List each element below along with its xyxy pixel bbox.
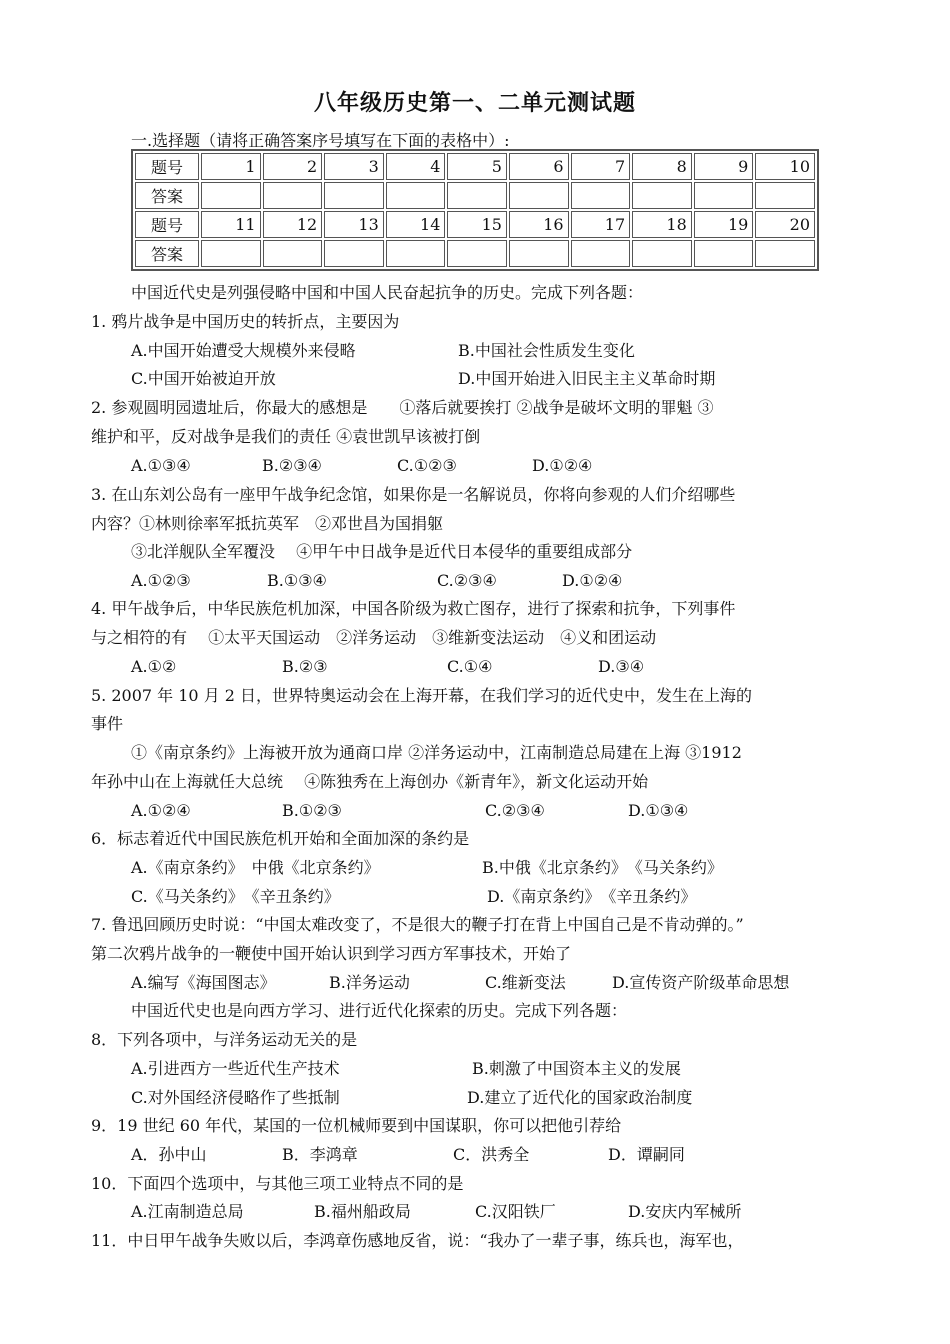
question-number: 10 [755,153,815,180]
answer-cell[interactable] [201,240,261,267]
question-stem: 事件 [91,714,124,733]
question-number: 20 [755,211,815,238]
question-stem: 年孙中山在上海就任大总统 ④陈独秀在上海创办《新青年》，新文化运动开始 [91,772,649,791]
question-stem: 内容？①林则徐率军抵抗英军 ②邓世昌为国捐躯 [91,514,444,533]
option-item: B.②③④ [262,456,322,475]
option-item: C.维新变法 [485,973,566,992]
option-item: A.引进西方一些近代生产技术 [131,1059,340,1078]
option-item: B.②③ [282,657,328,676]
question-number: 3 [324,153,384,180]
row-label: 答案 [135,240,199,267]
question-stem: 6．标志着近代中国民族危机开始和全面加深的条约是 [91,829,470,848]
option-item: C.汉阳铁厂 [475,1202,556,1221]
question-stem: ③北洋舰队全军覆没 ④甲午中日战争是近代日本侵华的重要组成部分 [131,542,633,561]
question-number: 19 [694,211,754,238]
table-row [135,153,815,180]
option-item: C.①④ [447,657,493,676]
question-number: 7 [571,153,631,180]
option-item: B.中俄《北京条约》 《马关条约》 [482,858,723,877]
answer-cell[interactable] [324,182,384,209]
option-item: D.①②④ [562,571,623,590]
option-item: A.①②④ [131,801,191,820]
question-stem: 9．19 世纪 60 年代，某国的一位机械师要到中国谋职，你可以把他引荐给 [91,1116,622,1135]
question-stem: 11．中日甲午战争失败以后，李鸿章伤感地反省，说：“我办了一辈子事，练兵也，海军也， [91,1231,744,1250]
table-row [135,182,815,209]
answer-cell[interactable] [509,182,569,209]
option-item: C.②③④ [437,571,497,590]
question-stem: ①《南京条约》上海被开放为通商口岸 ②洋务运动中，江南制造总局建在上海 ③1912 [131,743,742,762]
answer-cell[interactable] [263,240,323,267]
answer-cell[interactable] [324,240,384,267]
option-item: C．洪秀全 [453,1145,530,1164]
question-number: 17 [571,211,631,238]
question-number: 6 [509,153,569,180]
question-number: 8 [632,153,692,180]
question-number: 13 [324,211,384,238]
answer-cell[interactable] [755,240,815,267]
option-item: A.①② [131,657,177,676]
option-item: C.②③④ [485,801,545,820]
option-item: B.①②③ [282,801,342,820]
option-item: A.江南制造总局 [131,1202,244,1221]
answer-cell[interactable] [201,182,261,209]
answer-cell[interactable] [571,182,631,209]
question-number: 16 [509,211,569,238]
option-item: C.《马关条约》 《辛丑条约》 [131,887,340,906]
question-stem: 4. 甲午战争后，中华民族危机加深，中国各阶级为救亡图存，进行了探索和抗争，下列事件 [91,599,736,618]
answer-table [131,149,819,271]
option-item: D.③④ [598,657,645,676]
row-label: 题号 [135,211,199,238]
option-item: D.建立了近代化的国家政治制度 [467,1088,693,1107]
question-number: 2 [263,153,323,180]
question-number: 9 [694,153,754,180]
option-item: A.中国开始遭受大规模外来侵略 [131,341,356,360]
question-stem: 1. 鸦片战争是中国历史的转折点，主要因为 [91,312,400,331]
option-item: A.《南京条约》 中俄《北京条约》 [131,858,380,877]
option-item: D.中国开始进入旧民主主义革命时期 [458,369,716,388]
intro-text: 中国近代史是列强侵略中国和中国人民奋起抗争的历史。完成下列各题： [131,283,644,302]
option-item: C.①②③ [397,456,457,475]
question-number: 12 [263,211,323,238]
question-number: 11 [201,211,261,238]
answer-cell[interactable] [571,240,631,267]
table-row [135,211,815,238]
option-item: D．谭嗣同 [608,1145,685,1164]
option-item: A.①②③ [131,571,191,590]
question-stem: 3. 在山东刘公岛有一座甲午战争纪念馆，如果你是一名解说员，你将向参观的人们介绍哪些 [91,485,736,504]
row-label: 答案 [135,182,199,209]
option-item: D.宣传资产阶级革命思想 [612,973,790,992]
option-item: B.刺激了中国资本主义的发展 [472,1059,681,1078]
answer-cell[interactable] [632,182,692,209]
answer-cell[interactable] [632,240,692,267]
option-item: B.中国社会性质发生变化 [458,341,635,360]
option-item: D.①②④ [532,456,593,475]
option-item: B.洋务运动 [329,973,410,992]
option-item: D.《南京条约》 《辛丑条约》 [487,887,697,906]
answer-cell[interactable] [755,182,815,209]
question-stem: 与之相符的有 ①太平天国运动 ②洋务运动 ③维新变法运动 ④义和团运动 [91,628,657,647]
option-item: B.福州船政局 [314,1202,411,1221]
question-number: 14 [386,211,446,238]
option-item: D.安庆内军械所 [628,1202,742,1221]
question-number: 18 [632,211,692,238]
answer-cell[interactable] [263,182,323,209]
question-stem: 2. 参观圆明园遗址后，你最大的感想是 ①落后就要挨打 ②战争是破坏文明的罪魁 ③ [91,398,714,417]
section-heading: 一.选择题（请将正确答案序号填写在下面的表格中）: [131,131,510,150]
answer-cell[interactable] [694,240,754,267]
question-number: 5 [447,153,507,180]
intro-text: 中国近代史也是向西方学习、进行近代化探索的历史。完成下列各题： [131,1001,628,1020]
answer-cell[interactable] [386,182,446,209]
option-item: C.对外国经济侵略作了些抵制 [131,1088,340,1107]
option-item: A.编写《海国图志》 [131,973,276,992]
answer-cell[interactable] [386,240,446,267]
question-number: 1 [201,153,261,180]
page-title: 八年级历史第一、二单元测试题 [313,90,636,116]
question-stem: 7. 鲁迅回顾历史时说：“中国太难改变了，不是很大的鞭子打在背上中国自己是不肯动弹的。” [91,915,744,934]
answer-cell[interactable] [447,240,507,267]
question-number: 4 [386,153,446,180]
row-label: 题号 [135,153,199,180]
option-item: A．孙中山 [131,1145,207,1164]
option-item: B．李鸿章 [282,1145,358,1164]
question-number: 15 [447,211,507,238]
table-row [135,240,815,267]
question-stem: 10．下面四个选项中，与其他三项工业特点不同的是 [91,1174,464,1193]
answer-cell[interactable] [447,182,507,209]
question-stem: 5. 2007 年 10 月 2 日，世界特奥运动会在上海开幕，在我们学习的近代史中，发生在上海的 [91,686,753,705]
question-stem: 第二次鸦片战争的一鞭使中国开始认识到学习西方军事技术，开始了 [91,944,572,963]
option-item: D.①③④ [628,801,689,820]
question-stem: 维护和平，反对战争是我们的责任 ④袁世凯早该被打倒 [91,427,481,446]
question-stem: 8．下列各项中，与洋务运动无关的是 [91,1030,358,1049]
answer-cell[interactable] [509,240,569,267]
answer-cell[interactable] [694,182,754,209]
option-item: C.中国开始被迫开放 [131,369,276,388]
option-item: A.①③④ [131,456,191,475]
option-item: B.①③④ [267,571,327,590]
